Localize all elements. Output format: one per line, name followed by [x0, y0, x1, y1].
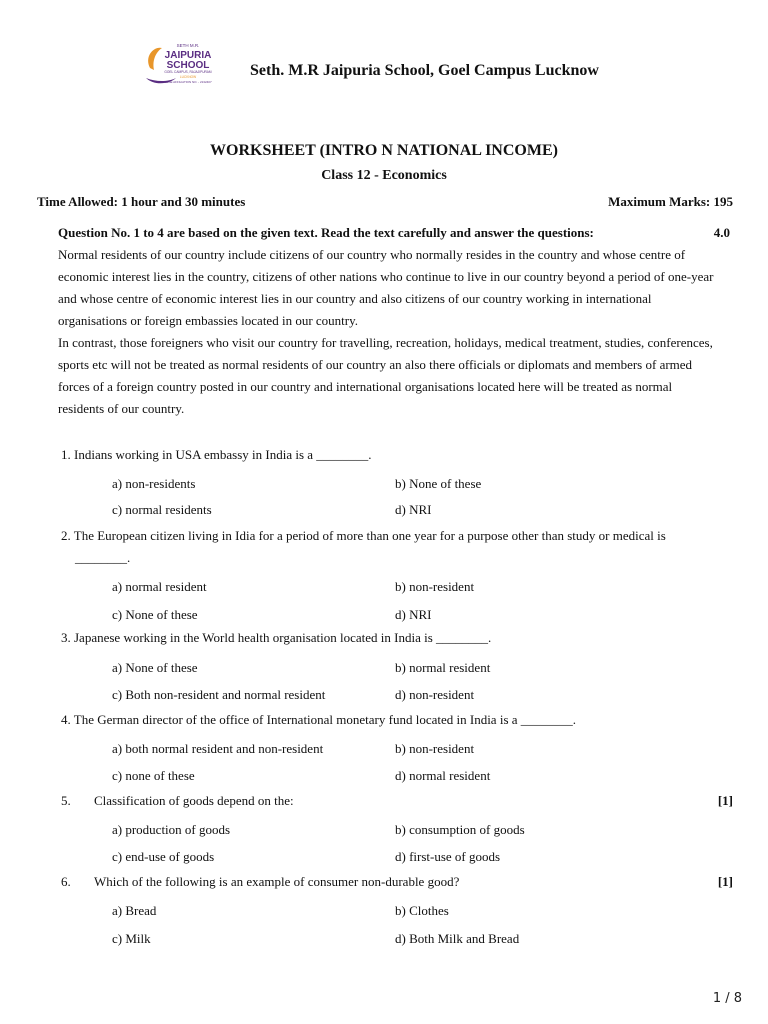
- option-a: a) production of goods: [112, 822, 231, 837]
- jaipuria-logo-icon: [140, 38, 218, 110]
- svg-text:CBSE AFFILIATION NO. - 2132407: CBSE AFFILIATION NO. - 2132407: [164, 80, 212, 84]
- option-a: a) normal resident: [112, 579, 207, 594]
- option-c: c) none of these: [112, 768, 195, 783]
- option-b: b) non-resident: [395, 741, 475, 756]
- class-subject: Class 12 - Economics: [321, 168, 447, 183]
- question-2-blank: ________.: [75, 550, 131, 565]
- option-a: a) None of these: [112, 660, 198, 675]
- option-d: d) Both Milk and Bread: [395, 931, 520, 946]
- question-5: Classification of goods depend on the:: [94, 793, 294, 808]
- svg-text:SCHOOL: SCHOOL: [166, 60, 210, 71]
- option-c: c) Both non-resident and normal resident: [112, 687, 326, 702]
- option-b: b) consumption of goods: [395, 822, 525, 837]
- option-a: a) Bread: [112, 903, 157, 918]
- option-b: b) None of these: [395, 476, 482, 491]
- question-6-number: 6.: [61, 874, 71, 889]
- passage-paragraph: Normal residents of our country include citizens of our country who normally resides in the country and whose centre of economic interest lies in the country, citizens of other nations who continue to live in our country beyond a period of one-year and whose centre of economic interest lies in our country and also citizens of our country working in international organisations or foreign embassies located in our country.: [58, 247, 714, 328]
- maximum-marks: Maximum Marks: 195: [608, 194, 733, 209]
- question-5-number: 5.: [61, 793, 71, 808]
- passage-text: [58, 244, 718, 420]
- question-5-marks: [1]: [717, 793, 733, 808]
- option-d: d) normal resident: [395, 768, 491, 783]
- page-number: 1 / 8: [712, 991, 742, 1006]
- option-d: d) non-resident: [395, 687, 475, 702]
- svg-text:GOEL CAMPUS, RAJAJIPURAM: GOEL CAMPUS, RAJAJIPURAM: [164, 70, 212, 74]
- question-4: 4. The German director of the office of International monetary fund located in India is a ________.: [61, 712, 577, 727]
- option-a: a) both normal resident and non-resident: [112, 741, 324, 756]
- option-d: d) first-use of goods: [395, 849, 501, 864]
- school-name: Seth. M.R Jaipuria School, Goel Campus Lucknow: [250, 62, 599, 79]
- option-c: c) Milk: [112, 931, 151, 946]
- question-6: Which of the following is an example of consumer non-durable good?: [94, 874, 460, 889]
- option-b: b) normal resident: [395, 660, 491, 675]
- school-logo: [140, 38, 218, 110]
- question-2: 2. The European citizen living in Idia for a period of more than one year for a purpose other than study or medical is: [61, 528, 666, 543]
- option-d: d) NRI: [395, 607, 432, 622]
- worksheet-title: WORKSHEET (INTRO N NATIONAL INCOME): [210, 142, 558, 159]
- option-c: c) end-use of goods: [112, 849, 215, 864]
- svg-text:JAIPURIA: JAIPURIA: [164, 50, 212, 61]
- option-d: d) NRI: [395, 502, 432, 517]
- question-6-marks: [1]: [717, 874, 733, 889]
- option-a: a) non-residents: [112, 476, 196, 491]
- question-3: 3. Japanese working in the World health organisation located in India is ________.: [61, 630, 492, 645]
- svg-text:LUCKNOW: LUCKNOW: [179, 75, 197, 79]
- passage-instruction: Question No. 1 to 4 are based on the given text. Read the text carefully and answer the questions:: [58, 225, 594, 240]
- option-b: b) Clothes: [395, 903, 449, 918]
- option-b: b) non-resident: [395, 579, 475, 594]
- passage-paragraph: In contrast, those foreigners who visit our country for travelling, recreation, holidays, medical treatment, studies, conferences, sports etc will not be treated as normal residents of our country an also there officials or diplomats and members of armed forces of a foreign country posted in our country and international organisations located here will be treated as normal residents of our country.: [58, 335, 713, 416]
- option-c: c) None of these: [112, 607, 198, 622]
- question-1: 1. Indians working in USA embassy in India is a ________.: [61, 447, 372, 462]
- svg-text:SETH M.R.: SETH M.R.: [176, 43, 200, 48]
- time-allowed: Time Allowed: 1 hour and 30 minutes: [37, 194, 246, 209]
- option-c: c) normal residents: [112, 502, 212, 517]
- passage-marks: 4.0: [713, 225, 730, 240]
